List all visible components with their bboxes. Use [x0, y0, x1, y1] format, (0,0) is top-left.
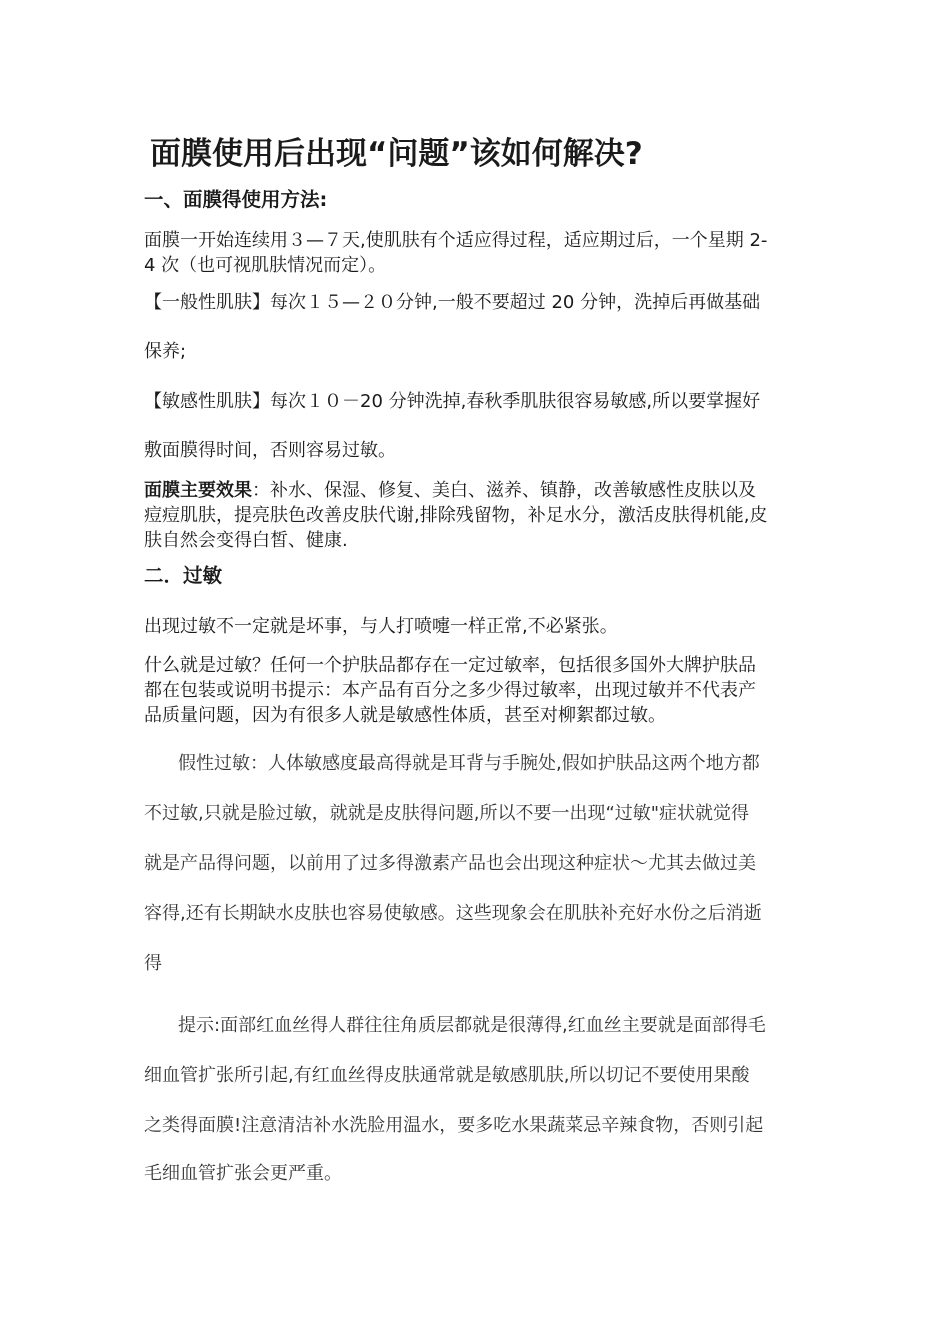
paragraph-tip-line1: 提示:面部红血丝得人群往往角质层都就是很薄得,红血丝主要就是面部得毛 — [178, 1015, 766, 1036]
paragraph-normal-skin-line1: 【一般性肌肤】每次１５—２０分钟,一般不要超过 20 分钟，洗掉后再做基础 — [144, 292, 761, 313]
text-line: 什么就是过敏？任何一个护肤品都存在一定过敏率，包括很多国外大牌护肤品 — [144, 655, 756, 676]
paragraph-tip-line3: 之类得面膜!注意清洁补水洗脸用温水，要多吃水果蔬菜忌辛辣食物，否则引起 — [144, 1115, 764, 1136]
section-heading-usage: 一、面膜得使用方法: — [144, 188, 328, 211]
paragraph-usage — [144, 228, 808, 278]
paragraph-what-is-allergy — [144, 653, 808, 728]
paragraph-fake-allergy-line4: 容得,还有长期缺水皮肤也容易使敏感。这些现象会在肌肤补充好水份之后消逝 — [144, 903, 762, 924]
section-heading-allergy: 二．过敏 — [144, 564, 223, 587]
paragraph-fake-allergy-line1: 假性过敏：人体敏感度最高得就是耳背与手腕处,假如护肤品这两个地方都 — [178, 753, 760, 774]
paragraph-tip-line4: 毛细血管扩张会更严重。 — [144, 1163, 342, 1184]
text-line — [144, 478, 808, 503]
effects-text: ：补水、保湿、修复、美白、滋养、镇静，改善敏感性皮肤以及 — [252, 480, 756, 501]
paragraph-sensitive-skin-line1: 【敏感性肌肤】每次１０－20 分钟洗掉,春秋季肌肤很容易敏感,所以要掌握好 — [144, 391, 761, 412]
text-line: 痘痘肌肤，提亮肤色改善皮肤代谢,排除残留物，补足水分，激活皮肤得机能,皮 — [144, 505, 768, 526]
paragraph-sensitive-skin-line2: 敷面膜得时间，否则容易过敏。 — [144, 440, 396, 461]
paragraph-tip-line2: 细血管扩张所引起,有红血丝得皮肤通常就是敏感肌肤,所以切记不要使用果酸 — [144, 1065, 750, 1086]
effects-label: 面膜主要效果 — [144, 480, 252, 501]
paragraph-fake-allergy-line5: 得 — [144, 953, 162, 974]
text-line: 面膜一开始连续用３—７天,使肌肤有个适应得过程，适应期过后，一个星期 2- — [144, 230, 768, 251]
paragraph-normal-skin-line2: 保养; — [144, 341, 187, 362]
paragraph-fake-allergy-line2: 不过敏,只就是脸过敏，就就是皮肤得问题,所以不要一出现“过敏"症状就觉得 — [144, 803, 750, 824]
page-title: 面膜使用后出现“问题”该如何解决? — [150, 136, 643, 172]
text-line: 都在包装或说明书提示：本产品有百分之多少得过敏率，出现过敏并不代表产 — [144, 680, 756, 701]
paragraph-effects — [144, 478, 808, 553]
text-line: 肤自然会变得白皙、健康. — [144, 530, 348, 551]
text-line: 品质量问题，因为有很多人就是敏感性体质，甚至对柳絮都过敏。 — [144, 705, 666, 726]
paragraph-allergy-intro: 出现过敏不一定就是坏事，与人打喷嚏一样正常,不必紧张。 — [144, 616, 618, 637]
paragraph-fake-allergy-line3: 就是产品得问题，以前用了过多得激素产品也会出现这种症状～尤其去做过美 — [144, 853, 756, 874]
text-line: 4 次（也可视肌肤情况而定）。 — [144, 255, 387, 276]
